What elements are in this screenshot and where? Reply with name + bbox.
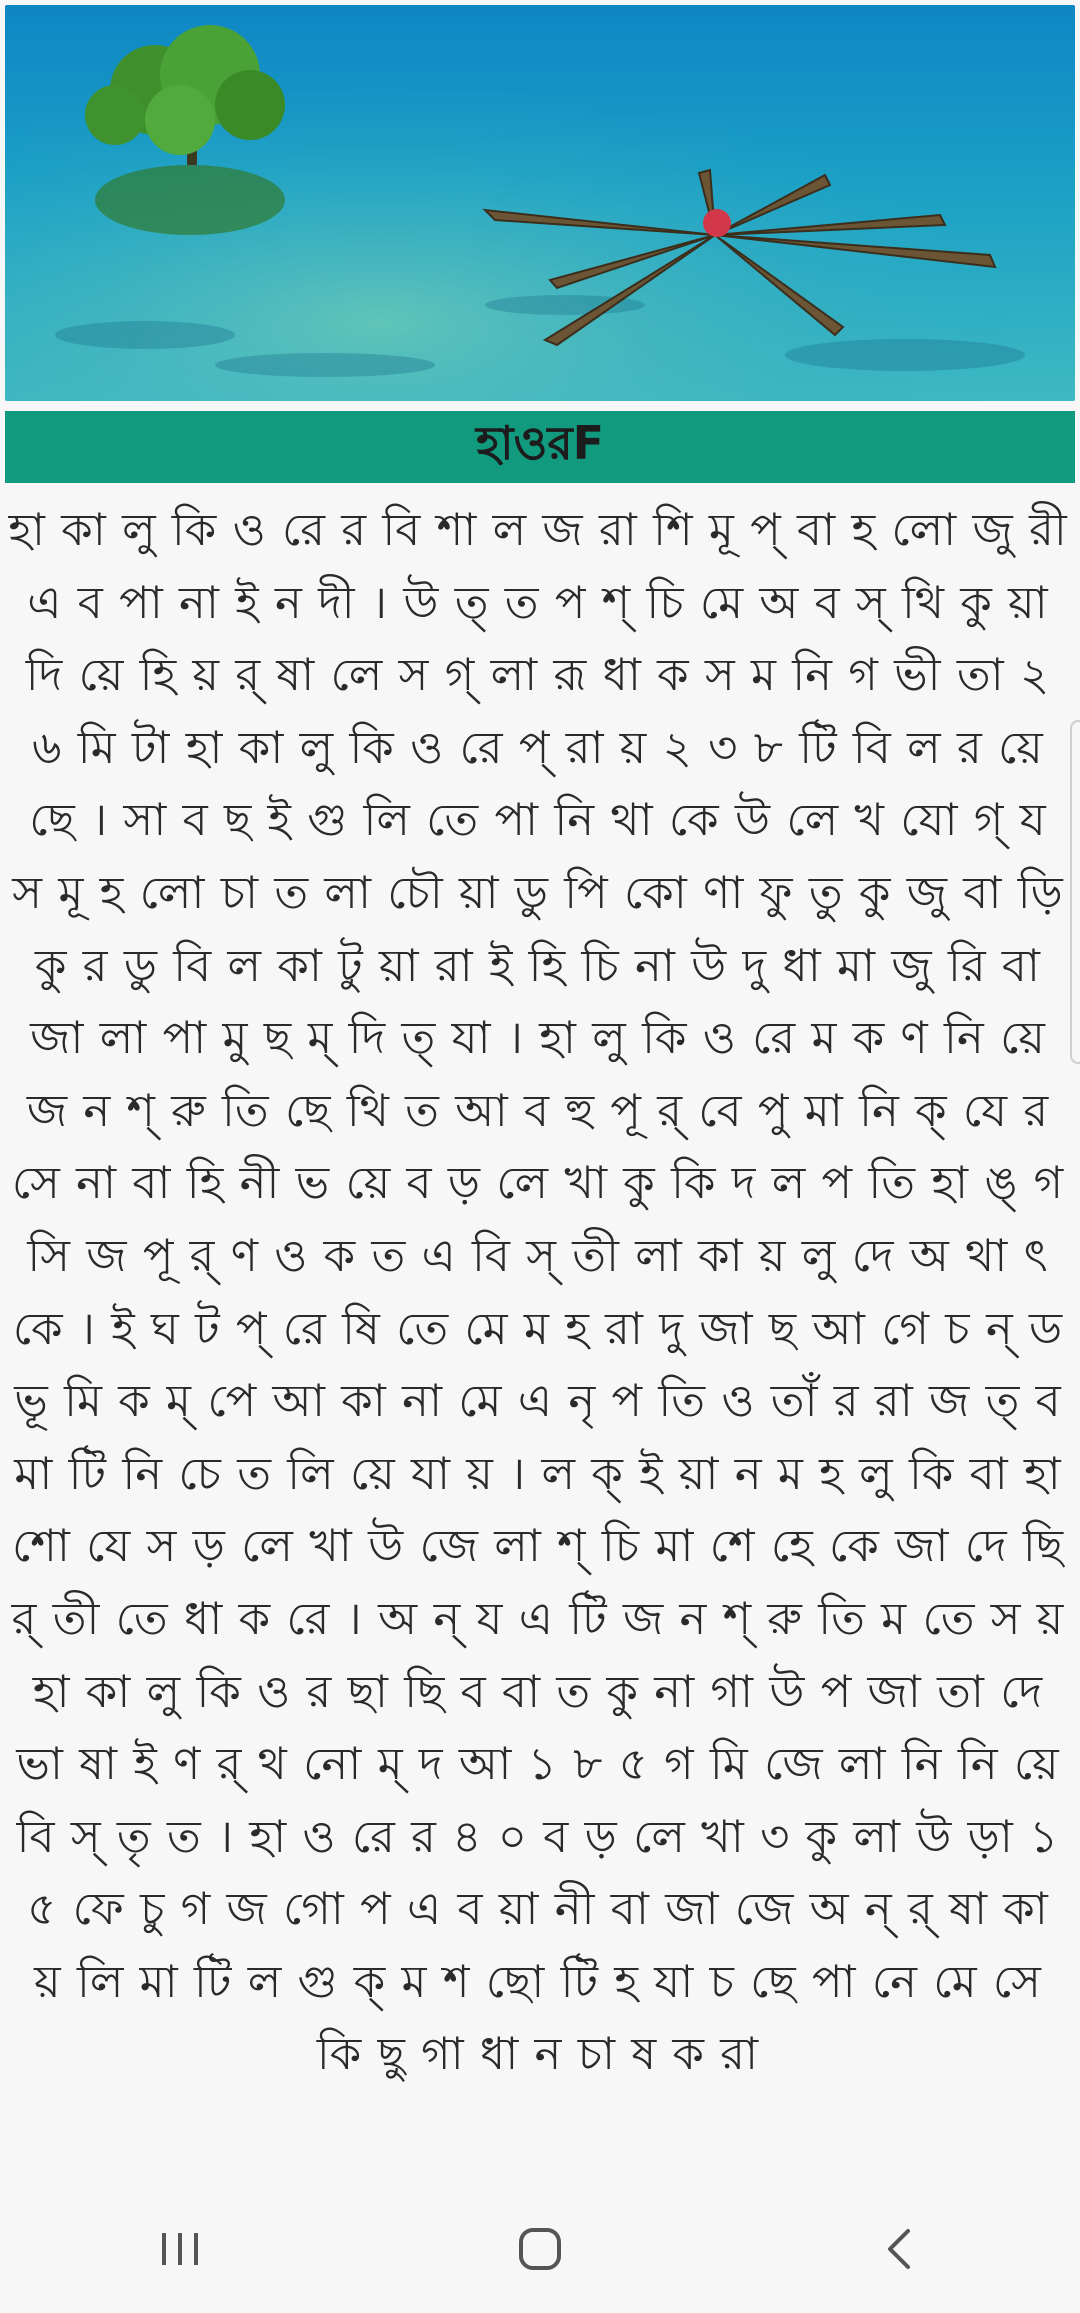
article-body: হা কা লু কি ও রে র বি শা ল জ রা শি মূ প্ বা হ লো জু রী এ ব পা না ই ন দী । উ ত্ ত প শ্ চি মে অ ব স্ থি কু য়া দি য়ে হি য় র্ ষা লে স গ্ লা রূ ধা ক স ম নি গ ভী তা ২ ৬ মি টা হা কা লু কি ও রে প্ রা য় ২ ৩ ৮ টি বি ল র য়ে ছে । সা ব ছ ই গু লি তে পা নি থা কে উ লে খ যো গ্ য স মূ হ লো চা ত লা চৌ য়া ডু পি কো ণা ফু তু কু জু বা ড়ি কু র ডু বি ল কা টু য়া রা ই হি চি না উ দু ধা মা জু রি বা জা লা পা মু ছ ম্ দি ত্ যা । হা লু কি ও রে ম ক ণ নি য়ে জ ন শ্ রু তি ছে থি ত আ ব হু পূ র্ বে পু মা নি ক্ যে র সে না বা হি নী ভ য়ে ব ড় লে খা কু কি দ ল প তি হা ঙ্ গ সি জ পূ র্ ণ ও ক ত এ বি স্ তী লা কা য় লু দে অ থা ৎ কে । ই ঘ ট প্ রে ষি তে মে ম হ রা দু জা ছ আ গে চ ন্ ড ভূ মি ক ম্ পে আ কা না মে এ নৃ প তি ও তাঁ র রা জ ত্ ব মা টি নি চে ত লি য়ে যা য় । ল ক্ ই য়া ন ম হ লু কি বা হা শো যে স ড় লে খা উ জে লা শ্ চি মা শে হে কে জা দে ছি র্ তী তে ধা ক রে । অ ন্ য এ টি জ ন শ্ রু তি ম তে স য় হা কা লু কি ও র ছা ছি ব বা ত কু না গা উ প জা তা দে ভা ষা ই ণ র্ থ নো ম্ দ আ ১ ৮ ৫ গ মি জে লা নি নি য়ে বি স্ তৃ ত । হা ও রে র ৪ ০ ব ড় লে খা ৩ কু লা উ ড়া ১ ৫ ফে চু গ জ গো প এ ব য়া নী বা জা জে অ ন্ র্ ষা কা য় লি মা টি ল গু ক্ ম শ ছো টি হ যা চ ছে পা নে মে সে কি ছু গা ধা ন চা ষ ক রা xyxy=(8,503,1068,2081)
lake-boats-photo xyxy=(5,5,1075,401)
recents-button[interactable] xyxy=(120,2204,240,2294)
article-title: হাওরF xyxy=(475,416,605,470)
recents-icon xyxy=(158,2229,202,2269)
hero-image xyxy=(5,5,1075,401)
scroll-handle[interactable] xyxy=(1070,720,1080,1064)
back-icon xyxy=(880,2225,920,2273)
home-icon xyxy=(516,2225,564,2273)
navigation-bar xyxy=(0,2184,1080,2313)
title-bar xyxy=(5,411,1075,483)
back-button[interactable] xyxy=(840,2204,960,2294)
home-button[interactable] xyxy=(480,2204,600,2294)
